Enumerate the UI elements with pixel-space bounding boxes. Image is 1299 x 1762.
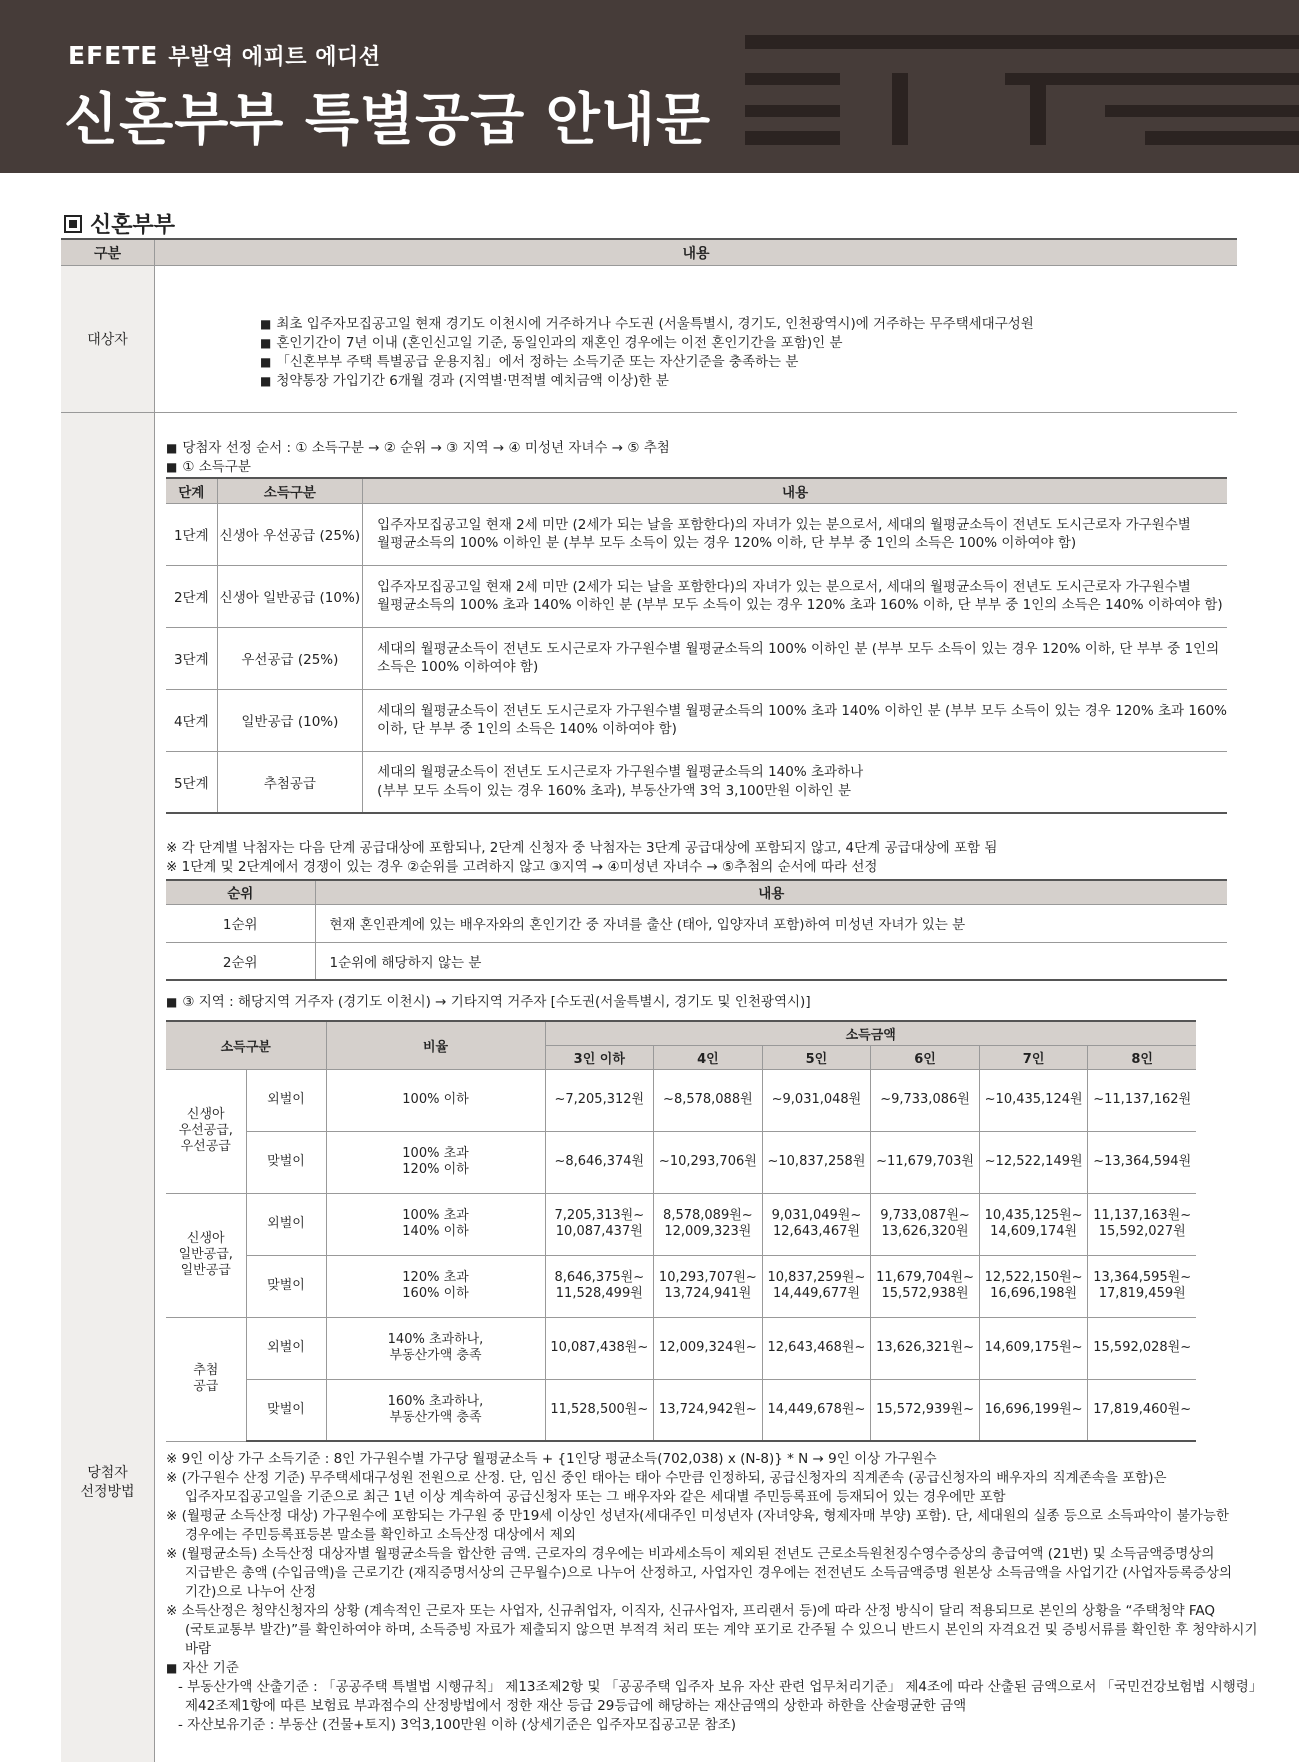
income-amount-cell [545,1255,654,1317]
income-amount-line: ~13,364,594원 [1093,1154,1192,1169]
income-amount-line: 10,087,437원 [555,1224,643,1239]
income-amount-line: ~10,837,258원 [767,1154,866,1169]
income-amount-cell [545,1069,654,1131]
income-amount-line: 13,364,595원~ [1093,1270,1192,1285]
table-row [166,904,1227,942]
income-amount-cell [979,1379,1088,1441]
rank-header: 순위 [166,880,315,904]
income-amount-line: 15,592,027원 [1098,1224,1186,1239]
target-item: ■ 혼인기간이 7년 이내 (혼인신고일 기준, 동일인과의 재혼인 경우에는 이전 혼인기간을 포함)인 분 [260,334,1237,353]
income-amount-line: 15,592,028원~ [1093,1340,1192,1355]
income-amount-cell [762,1379,871,1441]
income-amount-cell [979,1131,1088,1193]
household-size-header: 6인 [871,1045,980,1069]
income-amount-cell [979,1317,1088,1379]
stage-table [166,477,1227,814]
income-group-line: 우선공급, [178,1123,233,1138]
income-amount-line: ~11,137,162원 [1093,1092,1192,1107]
ratio-line: 100% 초과 [402,1146,469,1161]
income-amount-line: 9,031,049원~ [771,1208,862,1223]
description-line: 소득은 100% 이하여야 함) [377,659,539,675]
income-amount-line: 7,205,313원~ [554,1208,645,1223]
note-line: ※ 소득산정은 청약신청자의 상황 (계속적인 근로자 또는 사업자, 신규취업자, 이직자, 신규사업자, 프리랜서 등)에 따라 산정 방식이 달리 적용되므로 본인의 상황을 “주택청약 FAQ [166,1603,1216,1619]
description-line: (부부 모두 소득이 있는 경우 160% 초과), 부동산가액 3억 3,100만원 이하인 분 [377,782,852,799]
income-amount-cell [545,1131,654,1193]
income-amount-line: 9,733,087원~ [880,1208,970,1223]
content-header: 내용 [363,478,1227,503]
method-row [61,413,1263,1762]
ratio-cell [326,1379,545,1441]
income-group-cell [166,1317,246,1441]
method-label-line: 선정방법 [80,1484,135,1500]
household-size-header: 4인 [654,1045,763,1069]
income-amount-line: 17,819,460원~ [1093,1401,1192,1417]
earner-type-cell: 맞벌이 [246,1255,326,1317]
note-line: ※ (월평균소득) 소득산정 대상자별 월평균소득을 합산한 금액. 근로자의 경우에는 비과세소득이 제외된 전년도 근로소득원천징수영수증상의 총급여액 (21번) 및 소득금액증명상의 [166,1546,1215,1562]
target-item: ■ 최초 입주자모집공고일 현재 경기도 이천시에 거주하거나 수도권 (서울특별시, 경기도, 인천광역시)에 거주하는 무주택세대구성원 [260,315,1237,334]
footnotes [166,1450,1262,1735]
selection-order-line: ■ 당첨자 선정 순서 : ① 소득구분 → ② 순위 → ③ 지역 → ④ 미성년 자녀수 → ⑤ 추첨 [166,439,670,458]
efete-logo-mark-icon [745,35,1299,145]
income-amount-line: 14,609,175원~ [984,1340,1083,1355]
income-group-line: 일반공급 [180,1263,231,1278]
income-amount-line: ~10,293,706원 [658,1154,757,1169]
region-line-text: ■ ③ 지역 : 해당지역 거주자 (경기도 이천시) → 기타지역 거주자 [수도권(서울특별시, 경기도 및 인천광역시)] [166,993,811,1012]
stage-cell: 5단계 [166,751,217,813]
note-line: ※ 9인 이상 가구 소득기준 : 8인 가구원수별 가구당 월평균소득 + {1인당 평균소득(702,038) x (N-8)} * N → 9인 이상 가구원수 [166,1451,937,1467]
income-amount-cell [871,1131,980,1193]
description-line: 입주자모집공고일 현재 2세 미만 (2세가 되는 날을 포함한다)의 자녀가 있는 분으로서, 세대의 월평균소득이 전년도 도시근로자 가구원수별 [377,516,1191,533]
main-table [61,238,1263,1762]
rank-cell: 2순위 [166,942,315,980]
income-amount-cell [545,1193,654,1255]
category-cell: 일반공급 (10%) [217,689,363,751]
note-line: (국토교통부 발간)”를 확인하여야 하며, 소득증빙 자료가 제출되지 않으면 부적격 처리 또는 계약 포기로 간주될 수 있으니 반드시 본인의 자격요건 및 증빙서류를 확인한 후 청약하시기 [185,1622,1258,1638]
income-heading: ■ ① 소득구분 [166,458,670,477]
ratio-header: 비율 [326,1021,545,1069]
income-amount-cell [871,1379,980,1441]
income-amount-line: 14,449,677원 [772,1286,860,1301]
description-cell [363,565,1227,627]
target-item: ■ 청약통장 가입기간 6개월 경과 (지역별·면적별 예치금액 이상)한 분 [260,372,1237,391]
income-amount-line: 16,696,198원 [990,1286,1078,1301]
ratio-cell [326,1069,545,1131]
rank-content-header: 내용 [315,880,1227,904]
income-amount-cell [979,1193,1088,1255]
income-amount-line: 12,009,323원 [664,1224,752,1239]
ratio-line: 160% 이하 [402,1286,469,1301]
income-amount-cell [762,1317,871,1379]
income-amount-line: ~12,522,149원 [984,1154,1083,1169]
income-table-body [166,1069,1196,1441]
description-line: 세대의 월평균소득이 전년도 도시근로자 가구원수별 월평균소득의 100% 초과 140% 이하인 분 (부부 모두 소득이 있는 경우 120% 초과 160% [377,702,1227,719]
earner-type-cell: 외벌이 [246,1193,326,1255]
amount-header: 소득금액 [545,1021,1196,1045]
ratio-cell [326,1255,545,1317]
target-item: ■ 「신혼부부 주택 특별공급 운용지침」에서 정하는 소득기준 또는 자산기준을 충족하는 분 [260,353,1237,372]
ratio-line: 부동산가액 충족 [389,1348,482,1363]
income-amount-line: 17,819,459원 [1098,1286,1186,1301]
table-row [166,1193,1196,1255]
income-amount-cell [979,1069,1088,1131]
income-amount-cell [545,1379,654,1441]
table-row [166,942,1227,980]
table-row [166,1131,1196,1193]
method-content [155,413,1263,1762]
income-amount-line: 8,578,089원~ [663,1208,753,1223]
header-content: 내용 [682,245,710,262]
asset-heading: ■ 자산 기준 [166,1659,1262,1678]
ratio-cell [326,1131,545,1193]
income-amount-line: 13,724,942원~ [658,1401,757,1417]
ratio-line: 160% 초과하나, [387,1393,484,1409]
note-line: ※ (가구원수 산정 기준) 무주택세대구성원 전원으로 산정. 단, 임신 중인 태아는 태아 수만큼 인정하되, 공급신청자의 직계존속 (공급신청자의 배우자의 직계존속을 포함)은 [166,1470,1167,1486]
note-line: ※ 각 단계별 낙첨자는 다음 단계 공급대상에 포함되나, 2단계 신청자 중 낙첨자는 3단계 공급대상에 포함되지 않고, 4단계 공급대상에 포함 됨 [166,840,998,856]
section-title-text: 신혼부부 [90,213,176,238]
note-line: 경우에는 주민등록표등본 말소를 확인하고 소득산정 대상에서 제외 [185,1527,576,1543]
table-row [166,751,1227,813]
description-line: 세대의 월평균소득이 전년도 도시근로자 가구원수별 월평균소득의 100% 이하인 분 (부부 모두 소득이 있는 경우 120% 이하, 단 부부 중 1인의 [377,640,1220,657]
earner-type-cell: 외벌이 [246,1317,326,1379]
table-row [166,565,1227,627]
brand-line [68,40,380,71]
description-cell [363,689,1227,751]
rank-content-cell: 현재 혼인관계에 있는 배우자와의 혼인기간 중 자녀를 출산 (태아, 입양자녀 포함)하여 미성년 자녀가 있는 분 [315,904,1227,942]
income-amount-cell [979,1255,1088,1317]
ratio-line: 120% 이하 [402,1162,469,1177]
income-amount-line: 11,679,704원~ [876,1270,974,1285]
income-amount-line: 13,626,321원~ [876,1340,974,1355]
stage-cell: 2단계 [166,565,217,627]
income-amount-line: ~7,205,312원 [554,1092,645,1107]
description-line: 입주자모집공고일 현재 2세 미만 (2세가 되는 날을 포함한다)의 자녀가 있는 분으로서, 세대의 월평균소득이 전년도 도시근로자 가구원수별 [377,578,1191,595]
category-cell: 신생아 우선공급 (25%) [217,503,363,565]
brand-project-name: 부발역 에피트 에디션 [168,45,381,70]
household-size-header: 3인 이하 [545,1045,654,1069]
income-amount-cell [1088,1255,1196,1317]
stage-cell: 1단계 [166,503,217,565]
income-amount-cell [871,1193,980,1255]
income-amount-cell [654,1069,763,1131]
income-amount-cell [1088,1317,1196,1379]
asset-line: 제42조제1항에 따른 보험료 부과점수의 산정방법에서 정한 재산 등급 29등급에 해당하는 재산금액의 상한과 하한을 산술평균한 금액 [185,1698,967,1714]
description-line: 월평균소득의 100% 이하인 분 (부부 모두 소득이 있는 경우 120% 이하, 단 부부 중 1인의 소득은 100% 이하여야 함) [377,535,1077,551]
category-cell: 신생아 일반공급 (10%) [217,565,363,627]
income-group-line: 공급 [193,1379,219,1394]
income-amount-line: 15,572,939원~ [876,1401,974,1417]
table-row [166,1069,1196,1131]
income-amount-cell [1088,1131,1196,1193]
income-group-cell [166,1069,246,1193]
household-size-header: 5인 [762,1045,871,1069]
income-amount-cell [762,1255,871,1317]
rank-table [166,879,1227,981]
income-amount-line: 11,137,163원~ [1093,1208,1192,1223]
note-line: 입주자모집공고일을 기준으로 최근 1년 이상 계속하여 공급신청자 또는 그 배우자와 같은 세대별 주민등록표에 등재되어 있는 경우에만 포함 [185,1489,1006,1505]
table-row [166,627,1227,689]
income-amount-cell [1088,1193,1196,1255]
stage-notes [166,839,997,876]
section-title [64,208,175,239]
note-line: ※ 1단계 및 2단계에서 경쟁이 있는 경우 ②순위를 고려하지 않고 ③지역 → ④미성년 자녀수 → ⑤추첨의 순서에 따라 선정 [166,858,878,875]
description-cell [363,627,1227,689]
category-cell: 추첨공급 [217,751,363,813]
income-amount-line: 15,572,938원 [881,1286,969,1301]
category-cell: 우선공급 (25%) [217,627,363,689]
income-amount-line: 10,837,259원~ [767,1270,866,1285]
ratio-line: 100% 이하 [402,1092,469,1107]
rank-content-cell: 1순위에 해당하지 않는 분 [315,942,1227,980]
table-row [166,1379,1196,1441]
target-content [155,266,1237,412]
income-amount-line: 10,087,438원~ [550,1340,649,1355]
asset-line: - 자산보유기준 : 부동산 (건물+토지) 3억3,100만원 이하 (상세기준은 입주자모집공고문 참조) [178,1717,737,1733]
household-size-header: 7인 [979,1045,1088,1069]
income-group-cell [166,1193,246,1317]
category-header: 소득구분 [217,478,363,503]
ratio-cell [326,1193,545,1255]
header-category: 구분 [61,240,155,265]
stage-cell: 4단계 [166,689,217,751]
income-group-line: 일반공급, [178,1247,233,1262]
income-amount-line: 14,449,678원~ [767,1401,866,1417]
region-line [166,993,811,1012]
ratio-line: 100% 초과 [402,1208,469,1223]
income-amount-cell [1088,1379,1196,1441]
income-amount-line: 8,646,375원~ [554,1270,645,1285]
earner-type-cell: 맞벌이 [246,1131,326,1193]
note-line: 바람 [185,1641,212,1657]
income-group-line: 신생아 [186,1231,225,1246]
earner-type-cell: 맞벌이 [246,1379,326,1441]
ratio-line: 120% 초과 [402,1270,469,1285]
income-amount-cell [762,1069,871,1131]
income-amount-cell [1088,1069,1196,1131]
income-amount-line: 13,626,320원 [881,1224,969,1239]
income-amount-line: 10,435,125원~ [984,1208,1083,1223]
income-amount-line: 12,009,324원~ [658,1340,757,1355]
method-label-line: 당첨자 [87,1465,128,1481]
income-amount-line: 11,528,499원 [555,1286,643,1301]
rank-cell: 1순위 [166,904,315,942]
income-amount-cell [654,1317,763,1379]
income-amount-line: 12,643,468원~ [767,1340,866,1355]
description-cell [363,751,1227,813]
stage-header: 단계 [166,478,217,503]
income-amount-line: ~9,733,086원 [880,1092,970,1107]
income-amount-line: 10,293,707원~ [658,1270,757,1285]
ratio-line: 140% 이하 [402,1224,469,1239]
income-amount-cell [654,1131,763,1193]
main-table-header [61,238,1237,266]
income-amount-line: 12,522,150원~ [984,1270,1083,1285]
income-group-line: 신생아 [186,1107,225,1122]
page-title: 신혼부부 특별공급 안내문 [64,88,712,153]
income-amount-cell [654,1255,763,1317]
square-bullet-icon [64,215,82,233]
income-amount-cell [545,1317,654,1379]
income-group-line: 우선공급 [180,1139,231,1154]
income-amount-line: 13,724,941원 [664,1286,752,1301]
ratio-cell [326,1317,545,1379]
method-label [61,413,155,1762]
income-amount-cell [654,1193,763,1255]
page-header [0,0,1299,173]
income-amount-line: ~8,578,088원 [663,1092,753,1107]
income-group-line: 추첨 [193,1363,219,1378]
income-table [166,1020,1196,1442]
target-label: 대상자 [61,266,155,412]
income-amount-line: 14,609,174원 [990,1224,1078,1239]
income-amount-line: 16,696,199원~ [984,1401,1083,1417]
income-amount-line: ~11,679,703원 [876,1154,974,1169]
income-amount-cell [762,1193,871,1255]
earner-type-cell: 외벌이 [246,1069,326,1131]
ratio-line: 부동산가액 충족 [389,1409,482,1425]
income-amount-line: 12,643,467원 [772,1224,860,1239]
table-row [166,689,1227,751]
table-row [166,503,1227,565]
ratio-line: 140% 초과하나, [387,1332,484,1347]
household-size-header: 8인 [1088,1045,1196,1069]
description-line: 세대의 월평균소득이 전년도 도시근로자 가구원수별 월평균소득의 140% 초과하나 [377,764,864,781]
brand-logo-text: EFETE [68,41,159,70]
asset-line: - 부동산가액 산출기준 : 「공공주택 특별법 시행규칙」 제13조제2항 및 「공공주택 입주자 보유 자산 관련 업무처리기준」 제4조에 따라 산출된 금액으로서 「국민건강보험법 시행령」 [178,1679,1263,1695]
income-category-header: 소득구분 [166,1021,326,1069]
note-line: 기간)으로 나누어 산정 [185,1584,317,1600]
description-line: 월평균소득의 100% 초과 140% 이하인 분 (부부 모두 소득이 있는 경우 120% 초과 160% 이하, 단 부부 중 1인의 소득은 140% 이하여야 함) [377,597,1223,613]
income-amount-cell [871,1255,980,1317]
income-amount-cell [871,1317,980,1379]
note-line: 지급받은 총액 (수입금액)을 근로기간 (재직증명서상의 근무월수)으로 나누어 산정하고, 사업자인 경우에는 전전년도 소득금액증명 원본상 소득금액을 사업기간 (사업자등록증상의 [185,1565,1232,1581]
income-amount-line: ~10,435,124원 [984,1092,1083,1107]
description-cell [363,503,1227,565]
note-line: ※ (월평균 소득산정 대상) 가구원수에 포함되는 가구원 중 만19세 이상인 성년자(세대주인 미성년자 (자녀양육, 형제자매 부양) 포함). 단, 세대원의 실종 등으로 소득파악이 불가능한 [166,1508,1229,1524]
table-row [166,1317,1196,1379]
income-amount-cell [871,1069,980,1131]
income-amount-line: 11,528,500원~ [550,1401,649,1417]
income-amount-cell [654,1379,763,1441]
selection-order [166,439,670,476]
description-line: 이하, 단 부부 중 1인의 소득은 140% 이하여야 함) [377,721,677,737]
target-row [61,266,1237,413]
income-amount-cell [762,1131,871,1193]
income-amount-line: ~8,646,374원 [554,1154,645,1169]
stage-cell: 3단계 [166,627,217,689]
table-row [166,1255,1196,1317]
income-amount-line: ~9,031,048원 [771,1092,862,1107]
